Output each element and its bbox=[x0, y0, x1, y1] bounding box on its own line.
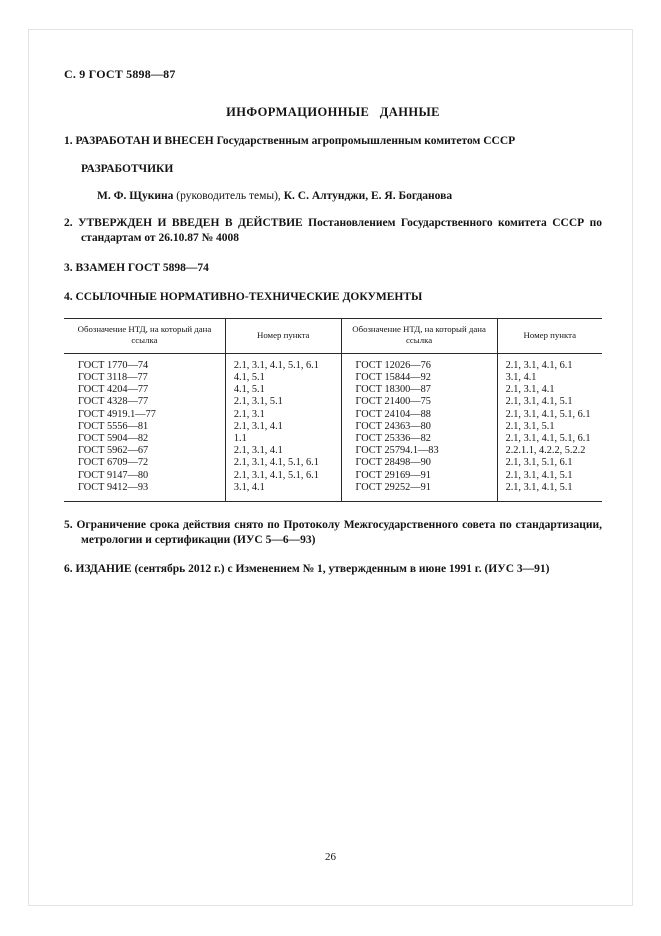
ntd-designation-cell: ГОСТ 3118—77 bbox=[78, 371, 148, 383]
ntd-designation-cell: ГОСТ 4328—77 bbox=[78, 396, 149, 408]
col-header-clause-left: Номер пункта bbox=[225, 318, 341, 353]
table-row bbox=[64, 372, 602, 384]
ntd-designation-cell: ГОСТ 4204—77 bbox=[78, 384, 149, 396]
clause-numbers-cell: 2.1, 3.1, 4.1 bbox=[497, 384, 602, 396]
ntd-designation-cell: ГОСТ 9412—93 bbox=[78, 481, 149, 493]
clause-numbers-cell: 4.1, 5.1 bbox=[225, 372, 341, 384]
ntd-designation-cell: ГОСТ 18300—87 bbox=[341, 384, 497, 396]
col-header-ntd-left: Обозначение НТД, на который дана ссылка bbox=[64, 318, 225, 353]
clause-numbers-cell: 1.1 bbox=[225, 433, 341, 445]
ntd-designation-cell: ГОСТ 5556—81 bbox=[78, 420, 149, 432]
ntd-designation-cell: ГОСТ 6709—72 bbox=[78, 457, 149, 469]
ntd-designation-cell: ГОСТ 29252—91 bbox=[341, 482, 497, 502]
table-row bbox=[64, 384, 602, 396]
clause-numbers-cell: 2.1, 3.1, 4.1, 6.1 bbox=[497, 353, 602, 372]
ntd-designation-cell: ГОСТ 25336—82 bbox=[341, 433, 497, 445]
developer-lead-name: М. Ф. Щукина bbox=[97, 190, 174, 203]
table-row bbox=[64, 482, 602, 502]
clause-numbers-cell: 2.1, 3.1, 4.1, 5.1, 6.1 bbox=[225, 353, 341, 372]
clause-numbers-cell: 2.1, 3.1, 4.1, 5.1, 6.1 bbox=[225, 457, 341, 469]
table-row bbox=[64, 445, 602, 457]
ntd-designation-cell: ГОСТ 9147—80 bbox=[78, 469, 149, 481]
developer-lead-role: (руководитель темы), bbox=[176, 190, 281, 203]
ntd-designation-cell: ГОСТ 24363—80 bbox=[341, 421, 497, 433]
developers-heading: РАЗРАБОТЧИКИ bbox=[81, 163, 174, 176]
col-header-ntd-right: Обозначение НТД, на который дана ссылка bbox=[341, 318, 497, 353]
clause-numbers-cell: 2.1, 3.1, 4.1, 5.1 bbox=[497, 470, 602, 482]
table-row bbox=[64, 353, 602, 372]
clause-numbers-cell: 2.1, 3.1, 4.1, 5.1, 6.1 bbox=[497, 433, 602, 445]
clause-numbers-cell: 3.1, 4.1 bbox=[497, 372, 602, 384]
col-header-clause-right: Номер пункта bbox=[497, 318, 602, 353]
ntd-designation-cell: ГОСТ 4919.1—77 bbox=[78, 408, 156, 420]
section-item-6: 6. ИЗДАНИЕ (сентябрь 2012 г.) с Изменением № 1, утвержденным в июне 1991 г. (ИУС 3—91) bbox=[64, 563, 550, 576]
ntd-designation-cell: ГОСТ 15844—92 bbox=[341, 372, 497, 384]
table-header-row bbox=[64, 318, 602, 353]
ntd-designation-cell: ГОСТ 21400—75 bbox=[341, 396, 497, 408]
ntd-table-body bbox=[64, 353, 602, 501]
clause-numbers-cell: 4.1, 5.1 bbox=[225, 384, 341, 396]
section-item-3: 3. ВЗАМЕН ГОСТ 5898—74 bbox=[64, 261, 209, 274]
section-item-5: 5. Ограничение срока действия снято по Протоколу Межгосударственного совета по стандартизации, метрологии и сертификации (ИУС 5—6—93) bbox=[64, 518, 602, 547]
table-row bbox=[64, 433, 602, 445]
table-row bbox=[64, 457, 602, 469]
clause-numbers-cell: 2.1, 3.1, 5.1 bbox=[225, 396, 341, 408]
section-item-1: 1. РАЗРАБОТАН И ВНЕСЕН Государственным агропромышленным комитетом СССР bbox=[64, 135, 516, 147]
clause-numbers-cell: 2.1, 3.1, 4.1, 5.1, 6.1 bbox=[225, 470, 341, 482]
clause-numbers-cell: 3.1, 4.1 bbox=[225, 482, 341, 502]
ntd-designation-cell: ГОСТ 29169—91 bbox=[341, 470, 497, 482]
clause-numbers-cell: 2.1, 3.1, 4.1 bbox=[225, 445, 341, 457]
page-title: ИНФОРМАЦИОННЫЕ ДАННЫЕ bbox=[226, 105, 440, 119]
developer-other-names: К. С. Алтунджи, Е. Я. Богданова bbox=[283, 190, 453, 203]
clause-numbers-cell: 2.2.1.1, 4.2.2, 5.2.2 bbox=[497, 445, 602, 457]
ntd-designation-cell: ГОСТ 25794.1—83 bbox=[341, 445, 497, 457]
ntd-designation-cell: ГОСТ 12026—76 bbox=[341, 353, 497, 372]
table-row bbox=[64, 409, 602, 421]
ntd-designation-cell: ГОСТ 28498—90 bbox=[341, 457, 497, 469]
clause-numbers-cell: 2.1, 3.1, 4.1, 5.1 bbox=[497, 482, 602, 502]
page-number: 26 bbox=[325, 851, 336, 863]
section-item-2: 2. УТВЕРЖДЕН И ВВЕДЕН В ДЕЙСТВИЕ Постановлением Государственного комитета СССР по стандартам от 26.10.87 № 4008 bbox=[64, 217, 602, 245]
ntd-designation-cell: ГОСТ 24104—88 bbox=[341, 409, 497, 421]
developers-line bbox=[97, 190, 602, 202]
table-row bbox=[64, 421, 602, 433]
clause-numbers-cell: 2.1, 3.1, 4.1 bbox=[225, 421, 341, 433]
clause-numbers-cell: 2.1, 3.1, 5.1, 6.1 bbox=[497, 457, 602, 469]
clause-numbers-cell: 2.1, 3.1, 5.1 bbox=[497, 421, 602, 433]
table-row bbox=[64, 396, 602, 408]
ntd-designation-cell: ГОСТ 5962—67 bbox=[78, 445, 149, 457]
clause-numbers-cell: 2.1, 3.1 bbox=[225, 409, 341, 421]
ntd-designation-cell: ГОСТ 5904—82 bbox=[78, 432, 149, 444]
running-header: С. 9 ГОСТ 5898—87 bbox=[64, 67, 176, 81]
references-table bbox=[64, 318, 602, 502]
clause-numbers-cell: 2.1, 3.1, 4.1, 5.1, 6.1 bbox=[497, 409, 602, 421]
clause-numbers-cell: 2.1, 3.1, 4.1, 5.1 bbox=[497, 396, 602, 408]
table-row bbox=[64, 470, 602, 482]
section-item-4: 4. ССЫЛОЧНЫЕ НОРМАТИВНО-ТЕХНИЧЕСКИЕ ДОКУМЕНТЫ bbox=[64, 290, 423, 303]
ntd-designation-cell: ГОСТ 1770—74 bbox=[78, 359, 149, 371]
